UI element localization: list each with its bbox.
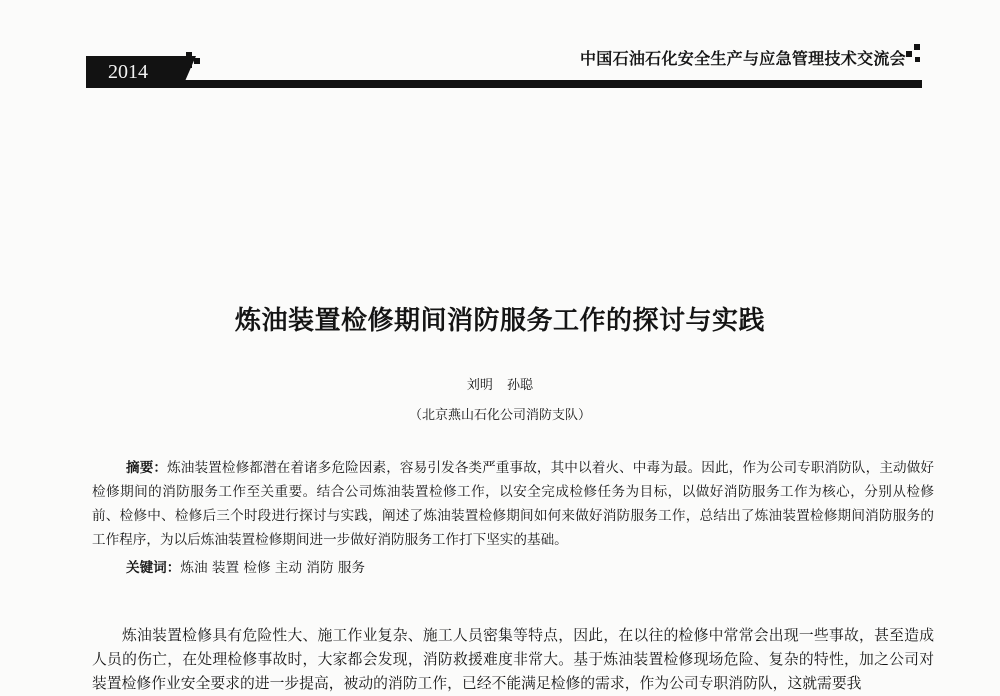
running-header — [86, 40, 922, 92]
header-dots-left-icon — [186, 52, 202, 72]
keywords — [126, 556, 365, 576]
header-dots-right-icon — [906, 44, 922, 64]
abstract-label: 摘要： — [126, 460, 168, 476]
abstract-text: 炼油装置检修都潜在着诸多危险因素，容易引发各类严重事故，其中以着火、中毒为最。因此，作为公司专职消防队，主动做好检修期间的消防服务工作至关重要。结合公司炼油装置检修工作，以安全完成检修任务为目标，以做好消防服务工作为核心，分别从检修前、检修中、检修后三个时段进行探讨与实践，阐述了炼油装置检修期间如何来做好消防服务工作，总结出了炼油装置检修期间消防服务的工作程序，为以后炼油装置检修期间进一步做好消防服务工作打下坚实的基础。 — [92, 460, 934, 548]
abstract — [92, 456, 934, 552]
paper-authors: 刘明 孙聪 — [466, 378, 534, 393]
conference-title: 中国石油石化安全生产与应急管理技术交流会 — [579, 49, 906, 68]
header-rule — [182, 80, 922, 88]
body-paragraph: 炼油装置检修具有危险性大、施工作业复杂、施工人员密集等特点，因此，在以往的检修中常常会出现一些事故，甚至造成人员的伤亡，在处理检修事故时，大家都会发现，消防救援难度非常大。基于炼油装置检修现场危险、复杂的特性，加之公司对装置检修作业安全要求的进一步提高，被动的消防工作，已经不能满足检修的需求，作为公司专职消防队，这就需要我 — [92, 627, 934, 692]
keywords-text: 炼油 装置 检修 主动 消防 服务 — [180, 560, 366, 576]
paper-title: 炼油装置检修期间消防服务工作的探讨与实践 — [234, 306, 765, 336]
paper-affiliation: （北京燕山石化公司消防支队） — [408, 408, 591, 423]
body-text — [92, 624, 934, 696]
year-tab: 2014 — [86, 56, 182, 88]
keywords-label: 关键词： — [126, 560, 181, 576]
